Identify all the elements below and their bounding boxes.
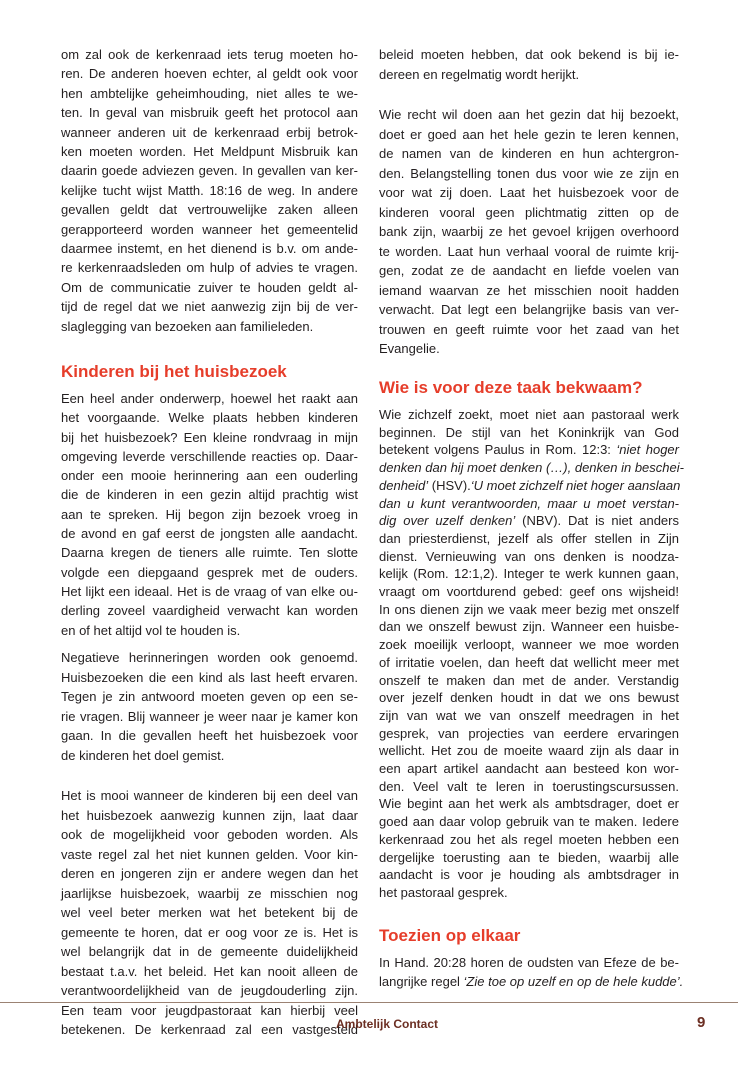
text-line: doet er goed aan het hele gezin te leren kennen,	[379, 126, 679, 142]
page-number: 9	[697, 1014, 706, 1031]
text-segment: (NBV). Dat is niet anders	[515, 513, 679, 529]
text-line: onder een mooie herinnering aan een ouderling	[61, 468, 358, 484]
italic-quote: dig over uzelf denken’	[379, 513, 516, 529]
italic-quote: ‘niet hoger	[616, 442, 679, 458]
text-line: hen ambtelijke geheimhouding, niet alles te we-	[61, 85, 358, 101]
text-line: of irritatie voelen, dan heeft dat wellicht meer met	[379, 654, 679, 670]
text-line: In Hand. 20:28 horen de oudsten van Efeze de be-	[379, 955, 679, 970]
text-line	[379, 441, 679, 459]
text-line: gevallen geldt dat vertrouwelijke zaken alleen	[61, 202, 358, 218]
footer-publication-title: Ambtelijk Contact	[336, 1017, 439, 1031]
section-heading-text: Toezien op elkaar	[379, 926, 521, 945]
text-line: tijd de regel dat we niet aanwezig zijn bij de ver-	[61, 299, 358, 315]
text-line: wel veel beter merken wat het betekent bij de	[61, 905, 358, 920]
text-line: beleid moeten hebben, dat ook bekend is bij ie-	[379, 47, 679, 62]
text-line: Om de communicatie zuiver te houden geldt al-	[61, 279, 358, 295]
text-line: de avond en gaf eerst de jongsten alle aandacht.	[61, 526, 358, 542]
text-line: gemeente te horen, dat er oog voor ze is. Het is	[61, 924, 358, 940]
text-line: volgde een diepgaand gesprek met de ouders.	[61, 564, 358, 580]
text-line: kelijke tucht wijst Matth. 18:16 de weg. In andere	[61, 182, 358, 198]
paragraph	[379, 105, 679, 359]
text-line: kerkenraad zou het als regel moeten hebben een	[379, 831, 679, 847]
text-line: Wie zichzelf zoekt, moet niet aan pastoraal werk	[379, 407, 679, 422]
text-line: ken moeten worden. Het Meldpunt Misbruik kan	[61, 144, 358, 160]
text-line: over jezelf denken houdt in dat we ons bewust	[379, 690, 679, 706]
text-line: In ons dienen zijn we vaak meer bezig met onszelf	[379, 601, 679, 617]
text-line: den. Veel valt te leren in toerustingscursussen.	[379, 778, 679, 794]
text-line: bij het huisbezoek? Een kleine rondvraag in mijn	[61, 429, 358, 445]
text-line	[379, 512, 679, 530]
text-line: ten. In geval van misbruik geeft het protocol aan	[61, 105, 358, 121]
text-line: gerapporteerd worden wanneer het gemeentelid	[61, 221, 358, 237]
text-line: omgeving leverde verschillende reacties op. Daar-	[61, 448, 358, 464]
text-line: Evangelie.	[379, 341, 440, 356]
text-line	[379, 972, 684, 991]
text-line: om zal ook de kerkenraad iets terug moeten ho-	[61, 47, 358, 62]
italic-quote: denken dan hij moet denken (…), denken in beschei-	[379, 460, 684, 476]
text-line: verwacht. Dat legt een belangrijke basis van ver-	[379, 302, 679, 317]
text-line: het pastoraal gesprek.	[379, 884, 508, 900]
text-line: zijn van wat we van onszelf meedragen in het	[379, 707, 679, 723]
paragraph	[379, 45, 679, 85]
paragraph	[61, 389, 358, 640]
section-heading	[61, 360, 358, 384]
text-line: trouwen en geeft ruimte voor het zaad van het	[379, 321, 679, 337]
text-line: dienst. Vernieuwing van ons denken is noodza-	[379, 548, 679, 564]
text-line: daarin goede adviezen geven. In gevallen van ker-	[61, 163, 358, 179]
text-line: ren. De anderen hoeven echter, al geldt ook voor	[61, 66, 358, 82]
text-segment: langrijke regel	[379, 974, 464, 989]
text-line: Wie begint aan het werk als ambtsdrager, doet er	[379, 796, 679, 812]
text-line: deren en jongeren zijn er andere wegen dan het	[61, 866, 358, 881]
text-line: Negatieve herinneringen worden ook genoemd.	[61, 650, 358, 665]
text-line	[379, 477, 679, 495]
text-line: jaarlijkse huisbezoek, waarbij ze misschien nog	[61, 885, 358, 901]
section-heading-text: Wie is voor deze taak bekwaam?	[379, 378, 643, 397]
text-line: en of het altijd vol te houden is.	[61, 622, 241, 638]
text-line: iemand waarvan ze het misschien nooit hadden	[379, 282, 679, 298]
text-line: Wie recht wil doen aan het gezin dat hij bezoekt,	[379, 107, 679, 122]
text-line: aan te spreken. Hij begon zijn bezoek vroeg in	[61, 506, 358, 522]
text-line: bestaat t.a.v. het beleid. Het kan nooit alleen de	[61, 963, 358, 979]
text-segment: (HSV).	[428, 477, 471, 493]
section-heading	[379, 924, 679, 948]
text-line: dan priesterdienst, jezelf als offer stellen in Zijn	[379, 530, 679, 546]
text-line: den. Belangstelling tonen dus voor wie ze zijn en	[379, 165, 679, 181]
text-line: voor wat zij doen. Laat het huisbezoek voor de	[379, 185, 679, 200]
text-line: gen, zodat ze de aandacht en liefde voelen van	[379, 263, 679, 278]
text-line: het huisbezoek aanwezig kunnen zijn, laat daar	[61, 807, 358, 823]
text-line: Daarna kregen de tieners alle ruimte. Ten slotte	[61, 545, 358, 561]
footer-divider	[0, 1002, 738, 1003]
text-line: te worden. Laat hun verhaal vooral de ruimte krij-	[379, 243, 679, 259]
text-line: wel belangrijk dat in de gemeente duidelijkheid	[61, 944, 358, 959]
text-line: dan we onszelf bewust zijn. Wanneer een huisbe-	[379, 619, 679, 635]
text-line: onszelf te maken dan met de ander. Verstandig	[379, 672, 679, 688]
text-line: re kerkenraadsleden om hulp of advies te vragen.	[61, 260, 358, 276]
text-line: Het lijkt een ideaal. Het is de vraag of van elke ou-	[61, 583, 358, 599]
text-line: dergelijke toerusting aan te bieden, waarbij alle	[379, 849, 679, 865]
text-line	[379, 459, 684, 477]
section-heading-text: Kinderen bij het huisbezoek	[61, 362, 287, 381]
text-line: beginnen. De stijl van het Koninkrijk van God	[379, 424, 679, 440]
text-line: wellicht. Het zou de moeite waard zijn als daar in	[379, 743, 679, 759]
text-line: Huisbezoeken die een kind als last heeft ervaren.	[61, 669, 358, 685]
paragraph	[61, 45, 358, 336]
text-line: zoek moeilijk verloopt, wanneer we moe worden	[379, 637, 679, 653]
text-line: verantwoordelijkheid van de jeugdouderling zijn.	[61, 983, 358, 998]
text-line: Een heel ander onderwerp, hoewel het raakt aan	[61, 391, 358, 406]
text-line: goed aan daar volop gebruik van te maken. Iedere	[379, 814, 679, 830]
paragraph	[379, 953, 684, 991]
text-line	[379, 495, 679, 513]
text-line: rie vragen. Blij wanneer je weer naar je kamer kon	[61, 708, 358, 724]
text-line: slaglegging van bezoeken aan familieleden.	[61, 318, 314, 334]
text-line: de namen van de kinderen en hun achtergron-	[379, 146, 679, 161]
text-line: kinderen vooral geen plichtmatig zitten op de	[379, 204, 679, 220]
text-segment: betekent volgens Paulus in Rom. 12:3:	[379, 442, 617, 458]
text-line: ook de mogelijkheid voor geboden worden. Als	[61, 827, 358, 842]
section-heading	[379, 376, 679, 400]
text-line: kelijk (Rom. 12:1,2). Integer te werk kunnen gaan,	[379, 566, 679, 582]
text-line: Een team voor jeugdpastoraat kan hierbij veel	[61, 1002, 358, 1018]
text-line: die de kinderen in een gezin altijd prachtig wist	[61, 487, 358, 503]
italic-quote: denheid’	[379, 477, 429, 493]
text-line: gaan. In die gevallen heeft het huisbezoek voor	[61, 728, 358, 744]
paragraph	[379, 406, 684, 902]
text-line: betekenen. De kerkenraad zal een vastgesteld	[61, 1022, 358, 1037]
italic-quote: ‘U moet zichzelf niet hoger aanslaan	[470, 477, 681, 493]
text-line: de kinderen het doel gemist.	[61, 747, 225, 763]
paragraph	[61, 648, 358, 766]
text-line: Het is mooi wanneer de kinderen bij een deel van	[61, 788, 358, 803]
italic-quote: ‘Zie toe op uzelf en op de hele kudde’.	[463, 974, 684, 989]
italic-quote: dan u kunt verantwoorden, maar u moet verstan-	[379, 495, 679, 511]
text-line: het voorgaande. Welke plaats hebben kinderen	[61, 410, 358, 426]
text-line: dereen en regelmatig wordt herijkt.	[379, 67, 580, 82]
text-line: een apart artikel aandacht aan besteed kon wor-	[379, 761, 679, 777]
text-line: aandacht is voor je houding als ambtsdrager in	[379, 867, 679, 883]
text-line: wanneer anderen uit de kerkenraad erbij betrok-	[61, 124, 358, 140]
text-line: vraagt om voortdurend gebed: geef ons wijsheid!	[379, 584, 679, 600]
text-line: daarmee instemt, en het dienend is b.v. om ande-	[61, 241, 358, 257]
text-line: vaste regel zal het niet kunnen gelden. Voor kin-	[61, 846, 358, 862]
text-line: derling zoveel vaardigheid verwacht kan worden	[61, 603, 358, 619]
text-line: Tegen je zin antwoord moeten geven op een se-	[61, 689, 358, 705]
text-line: gesprek, van projecties van eerdere ervaringen	[379, 725, 679, 741]
text-line: bank zijn, waarbij ze het gevoel krijgen overhoord	[379, 224, 679, 239]
